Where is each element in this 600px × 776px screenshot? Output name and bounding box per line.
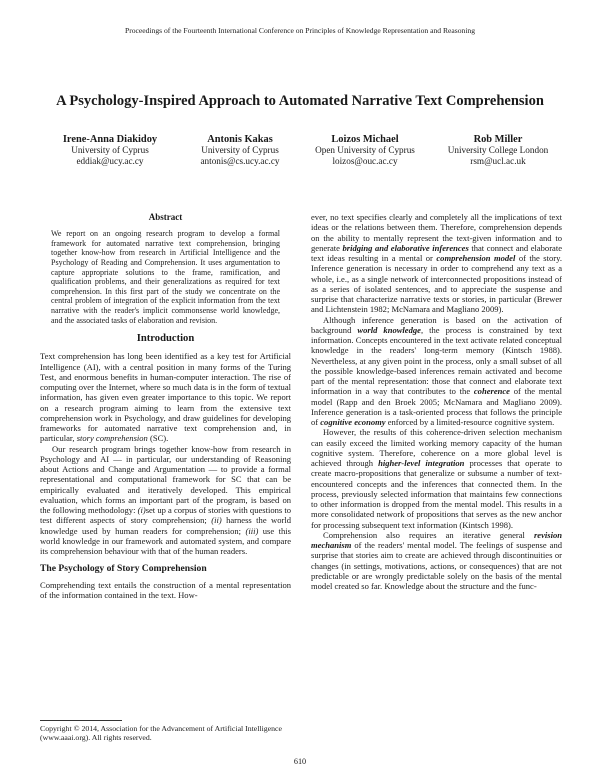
author-name: Irene-Anna Diakidoy <box>62 134 158 145</box>
author-affiliation: University of Cyprus <box>201 145 279 155</box>
author-affiliation: University of Cyprus <box>71 145 149 155</box>
intro-paragraph: Our research program brings together know-how from research in Psychology and AI — in particular, our understanding of Reasoning about Actions and Change and Argumentation — to provide a formal representational and computational framework for SC that can be empirically evaluated and iteratively developed. This empirical evaluation, which forms an important part of the program, is based on the following methodology: (i)set up a corpus of stories with questions to test different aspects of story comprehension; (ii) harness the world knowledge used by human readers for comprehension; (iii) use this world knowledge in our framework and automated system, and compare its comprehension behaviour with that of the human readers. <box>40 443 292 557</box>
author-affiliation: Open University of Cyprus <box>315 145 415 155</box>
author-email: rsm@ucl.ac.uk <box>470 156 526 166</box>
body-paragraph: ever, no text specifies clearly and completely all the implications of text ideas or the relations between them. Therefore, comprehension depends on the ability to mentally represent the text-given information and to generate bridging and elaborative inferences that connect and elaborate text ideas resulting in a mental or comprehension model of the story. Inference generation is necessary in order to comprehend any text as a whole, i.e., as a single network of interconnected propositions instead of as a series of isolated sentences, and to appreciate the suspense and surprise that characterize narrative texts or stories, in particular (Brewer and Lichtenstein 1982; McNamara and Magliano 2009). <box>311 212 563 315</box>
psychology-paragraph: Comprehending text entails the construction of a mental representation of the information contained in the text. How- <box>40 579 291 600</box>
footnote-rule <box>40 720 122 721</box>
author-block <box>300 134 430 167</box>
paper-title: A Psychology-Inspired Approach to Automated Narrative Text Comprehension <box>56 93 544 109</box>
body-paragraph: Although inference generation is based on the activation of background world knowledge, the process is constrained by text information. Concepts encountered in the text activate related conceptual knowledge in the readers' long-term memory (Kintsch 1988). Nevertheless, at any given point in the process, only a small subset of all the possible knowledge-based inferences remain activated and become part of the mental representation: those that connect and elaborate text information in a way that contributes to the coherence of the mental model (Rapp and den Broek 2005; McNamara and Magliano 2009). Inference generation is a task-oriented process that follows the principle of cognitive economy enforced by a limited-resource cognitive system. <box>311 314 563 427</box>
body-paragraph: Comprehension also requires an iterative general revision mechanism of the readers' mental model. The feelings of suspense and surprise that stories aim to create are achieved through discontinuities or changes (in settings, motivations, actions, or consequences) that are not predictable or are wrongly predictable solely on the basis of the mental model created so far. Knowledge about the structure and the func- <box>311 529 563 591</box>
author-name: Antonis Kakas <box>207 134 273 145</box>
right-column <box>311 212 562 591</box>
author-block <box>40 134 180 167</box>
abstract-text: We report on an ongoing research program to develop a formal framework for automated narrative text comprehension, bringing together know-how from research in Artificial Intelligence and the Psychology of Reading and Comprehension. It uses argumentation to capture appropriate solutions to the frame, ramification, and qualification problems, and their generalizations as required for text comprehension. In this first part of the study we concentrate on the central problem of integration of the explicit information from the text narrative with the reader's implicit commonsense world knowledge, and the associated tasks of elaboration and revision. <box>51 229 280 325</box>
author-block <box>185 134 295 167</box>
body-paragraph: However, the results of this coherence-driven selection mechanism can easily exceed the limited working memory capacity of the human cognitive system. Therefore, coherence on a more global level is achieved through higher-level integration processes that operate to create macro-propositions that generalize or subsume a number of text-encountered concepts and the inferences that connected them. In the process, previously selected information that maintains few connections to other information is dropped from the mental model. This results in a more consolidated network of propositions that serves as the new anchor for processing subsequent text information (Kintsch 1998). <box>311 427 563 530</box>
psychology-heading: The Psychology of Story Comprehension <box>40 563 207 575</box>
author-email: loizos@ouc.ac.cy <box>332 156 398 166</box>
abstract-heading: Abstract <box>148 212 183 222</box>
page-number: 610 <box>293 757 307 766</box>
left-column <box>40 212 291 600</box>
author-block <box>433 134 563 167</box>
author-affiliation: University College London <box>447 145 549 155</box>
intro-heading: Introduction <box>136 333 195 345</box>
author-name: Loizos Michael <box>331 134 399 145</box>
intro-paragraph: Text comprehension has long been identified as a key test for Artificial Intelligence (AI), with a central position in many forms of the Turing Test, and enormous benefits in human-computer interaction. The rise of computing over the Internet, where so much data is in the form of textual information, has given even greater importance to this topic. We report on a research program aiming to learn from the extensive text comprehension work in Psychology, and draw guidelines for developing frameworks for automated narrative text comprehension and, in particular, story comprehension (SC). <box>40 351 291 444</box>
running-head: Proceedings of the Fourteenth International Conference on Principles of Knowledge Representation and Reasoning <box>124 26 476 35</box>
author-email: antonis@cs.ucy.ac.cy <box>200 156 280 166</box>
author-name: Rob Miller <box>473 134 523 145</box>
copyright-notice: Copyright © 2014, Association for the Advancement of Artificial Intelligence (www.aaai.org). All rights reserved. <box>40 724 282 743</box>
author-email: eddiak@ucy.ac.cy <box>76 156 144 166</box>
